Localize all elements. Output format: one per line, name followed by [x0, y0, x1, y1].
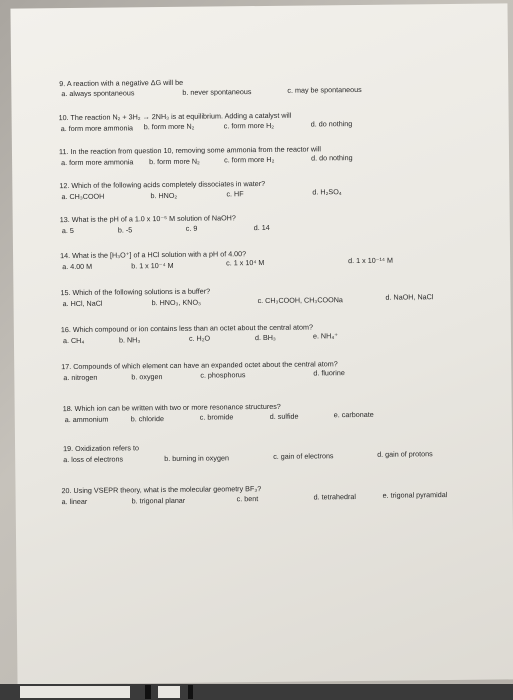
question-16	[61, 322, 501, 349]
question-stem: 16. Which compound or ion contains less than an octet about the central atom?	[60, 322, 313, 335]
question-10	[59, 110, 499, 137]
option-d: d. BH₃	[254, 332, 276, 343]
question-18	[63, 400, 503, 427]
option-d: d. 1 x 10⁻¹⁴ M	[348, 255, 394, 266]
question-17	[61, 359, 501, 386]
question-stem: 11. In the reaction from question 10, removing some ammonia from the reactor will	[58, 144, 321, 157]
option-c: c. phosphorus	[200, 370, 246, 380]
question-stem: 13. What is the pH of a 1.0 x 10⁻⁵ M solution of NaOH?	[59, 213, 236, 225]
option-d: d. H₂SO₄	[312, 187, 342, 197]
option-d: d. sulfide	[269, 411, 299, 421]
option-a: a. CH₄	[62, 335, 85, 346]
question-stem: 15. Which of the following solutions is a buffer?	[60, 286, 211, 298]
question-stem: 12. Which of the following acids completely dissociates in water?	[59, 178, 266, 191]
question-stem: 19. Oxidization refers to	[63, 443, 140, 454]
option-b: b. form more N₂	[143, 121, 195, 132]
option-c: c. CH₃COOH, CH₃COONa	[257, 295, 343, 306]
option-a: a. nitrogen	[63, 372, 98, 383]
option-b: b. HNO₃, KNO₃	[151, 297, 201, 308]
option-d: d. tetrahedral	[313, 492, 357, 502]
option-b: b. form more N₂	[149, 156, 200, 167]
background-object	[188, 685, 193, 699]
question-stem: 17. Compounds of which element can have an expanded octet about the central atom?	[61, 359, 338, 372]
option-b: b. HNO₂	[150, 190, 178, 201]
question-11	[59, 144, 499, 171]
background-object	[145, 685, 151, 699]
background-strip	[0, 684, 513, 700]
option-a: a. CH₃COOH	[61, 191, 105, 202]
question-9	[59, 76, 479, 102]
question-13	[60, 212, 500, 239]
option-c: c. H₂O	[188, 333, 211, 343]
option-d: d. NaOH, NaCl	[385, 292, 434, 302]
option-a: a. 5	[61, 225, 74, 236]
option-c: c. 9	[185, 223, 198, 233]
question-stem: 9. A reaction with a negative ΔG will be	[59, 77, 184, 89]
question-stem: 20. Using VSEPR theory, what is the molecular geometry BF₃?	[61, 484, 262, 496]
worksheet-page	[10, 3, 513, 684]
option-d: d. 14	[253, 222, 270, 233]
question-stem: 18. Which ion can be written with two or more resonance structures?	[62, 401, 281, 414]
question-19	[63, 440, 503, 467]
option-d: d. gain of protons	[377, 449, 433, 459]
option-a: a. 4.00 M	[62, 261, 93, 272]
option-c: c. may be spontaneous	[287, 84, 362, 95]
option-b: b. 1 x 10⁻⁴ M	[131, 260, 174, 271]
option-b: b. NH₃	[118, 335, 141, 345]
question-stem: 14. What is the [H₃O⁺] of a HCl solution with a pH of 4.00?	[60, 249, 247, 261]
option-b: b. never spontaneous	[182, 87, 252, 97]
option-d: d. do nothing	[310, 119, 353, 129]
background-object	[20, 686, 130, 698]
option-d: d. fluorine	[313, 368, 345, 378]
option-c: c. HF	[226, 189, 244, 199]
option-d: d. do nothing	[311, 153, 353, 163]
question-20	[61, 482, 511, 509]
option-a: a. loss of electrons	[63, 454, 124, 465]
option-c: c. form more H₂	[224, 154, 275, 165]
option-c: c. bent	[236, 494, 259, 504]
option-a: a. linear	[61, 496, 88, 507]
option-b: b. -5	[117, 225, 133, 235]
question-12	[59, 178, 499, 205]
option-e: e. trigonal pyramidal	[382, 490, 448, 500]
option-c: c. 1 x 10⁴ M	[226, 257, 265, 268]
question-14	[60, 248, 500, 275]
option-b: b. trigonal planar	[131, 495, 186, 506]
option-e: e. NH₄⁺	[312, 331, 339, 341]
option-b: b. burning in oxygen	[164, 453, 229, 464]
option-a: a. HCl, NaCl	[62, 298, 103, 309]
option-e: e. carbonate	[333, 409, 374, 420]
option-c: c. gain of electrons	[273, 451, 334, 461]
option-a: a. always spontaneous	[61, 88, 135, 99]
option-b: b. chloride	[130, 414, 164, 424]
option-a: a. form more ammonia	[60, 123, 134, 134]
option-a: a. form more ammonia	[61, 157, 134, 168]
option-c: c. bromide	[199, 412, 234, 422]
question-stem: 10. The reaction N₂ + 3H₂ → 2NH₃ is at equilibrium. Adding a catalyst will	[58, 110, 292, 123]
option-a: a. ammonium	[64, 414, 109, 425]
question-15	[60, 285, 500, 312]
option-c: c. form more H₂	[223, 120, 275, 131]
background-object	[158, 686, 180, 698]
option-b: b. oxygen	[131, 372, 163, 382]
